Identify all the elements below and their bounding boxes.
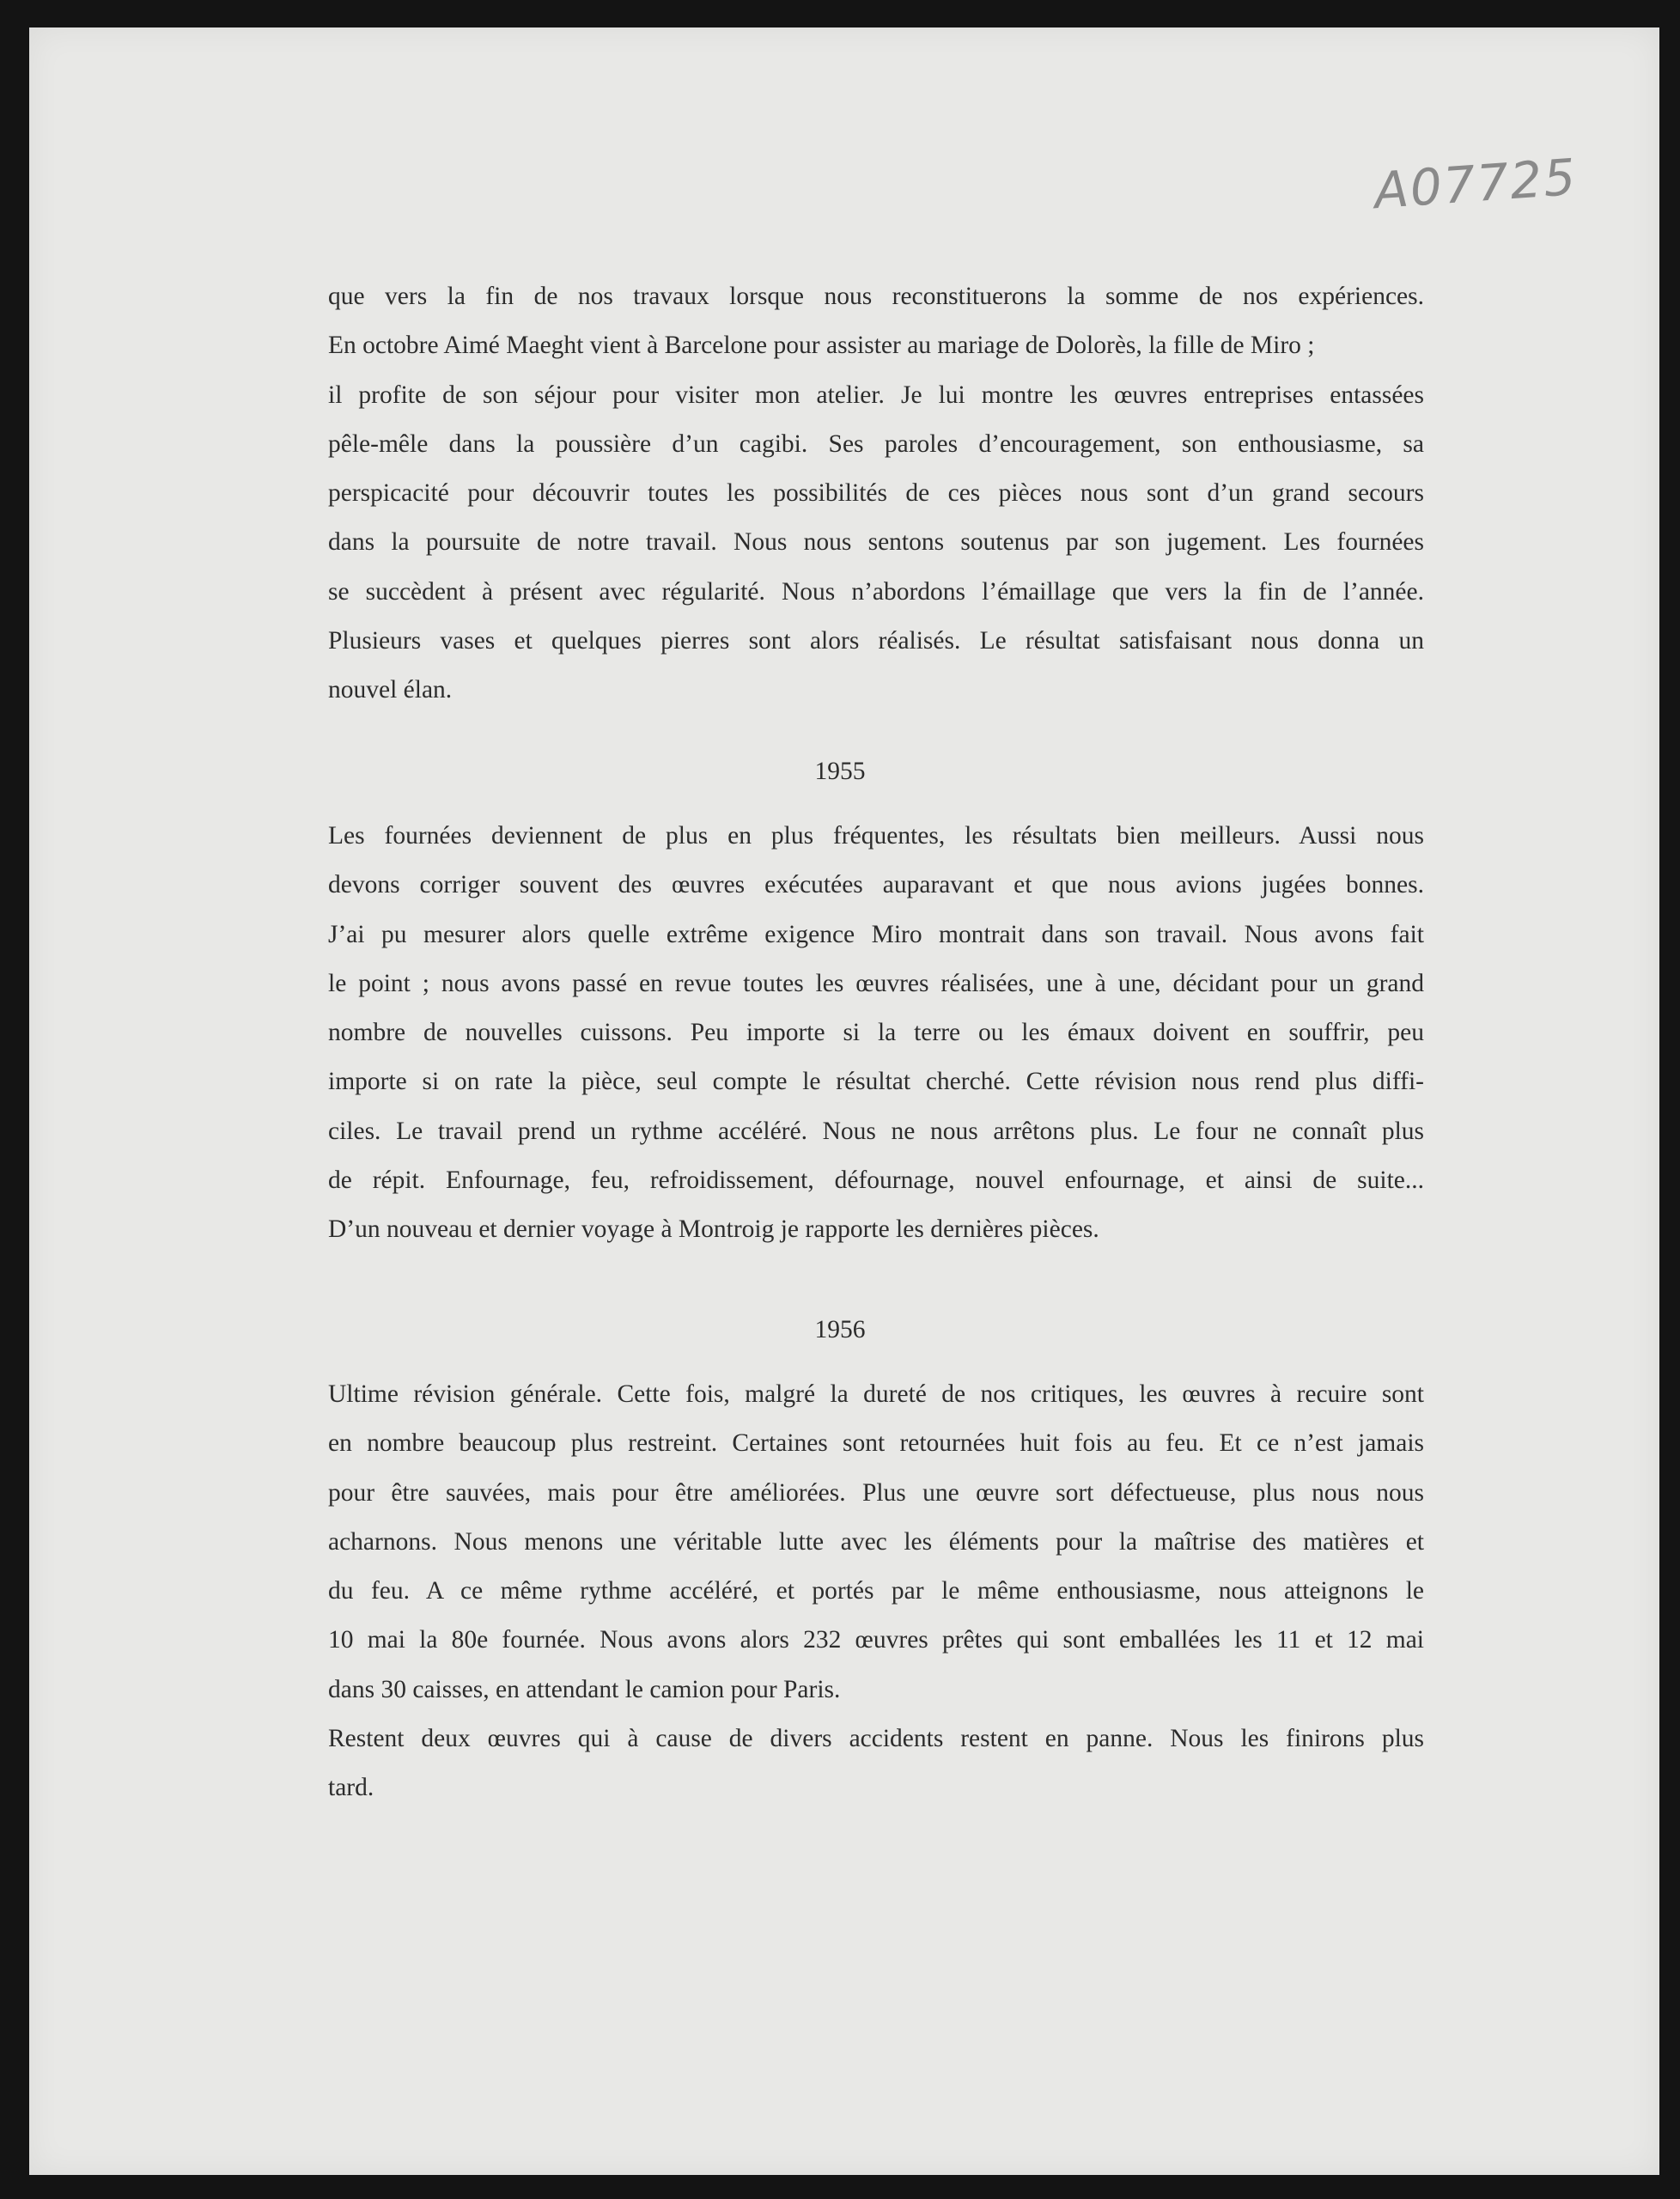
text-line: 10 mai la 80e fournée. Nous avons alors 232 œuvres prêtes qui sont emballées les 11 et 12 mai [328, 1626, 1424, 1654]
text-line: nombre de nouvelles cuissons. Peu importe si la terre ou les émaux doivent en souffrir, peu [328, 1019, 1424, 1047]
text-line: Plusieurs vases et quelques pierres sont alors réalisés. Le résultat satisfaisant nous donna un [328, 627, 1424, 655]
text-line: J’ai pu mesurer alors quelle extrême exigence Miro montrait dans son travail. Nous avons fait [328, 920, 1424, 948]
paragraph-1954 [328, 272, 1424, 716]
text-line: tard. [328, 1774, 374, 1802]
text-line: Les fournées deviennent de plus en plus fréquentes, les résultats bien meilleurs. Aussi nous [328, 822, 1424, 850]
text-line: de répit. Enfournage, feu, refroidissement, défournage, nouvel enfournage, et ainsi de suite... [328, 1167, 1424, 1195]
text-line: acharnons. Nous menons une véritable lutte avec les éléments pour la maîtrise des matières et [328, 1527, 1424, 1556]
paragraph-1955 [328, 812, 1424, 1255]
text-line: D’un nouveau et dernier voyage à Montroig je rapporte les dernières pièces. [328, 1215, 1099, 1244]
year-heading-1956: 1956 [814, 1316, 866, 1343]
text-line: devons corriger souvent des œuvres exécutées auparavant et que nous avions jugées bonnes. [328, 871, 1424, 899]
text-line: En octobre Aimé Maeght vient à Barcelone pour assister au mariage de Dolorès, la fille de Miro ; [328, 332, 1315, 360]
text-line: nouvel élan. [328, 676, 453, 704]
text-line: il profite de son séjour pour visiter mon atelier. Je lui montre les œuvres entreprises entassées [328, 381, 1424, 409]
text-line: que vers la fin de nos travaux lorsque nous reconstituerons la somme de nos expériences. [328, 283, 1424, 310]
text-line: Restent deux œuvres qui à cause de divers accidents restent en panne. Nous les finirons plus [328, 1725, 1424, 1753]
text-line: dans 30 caisses, en attendant le camion pour Paris. [328, 1675, 841, 1703]
text-line: en nombre beaucoup plus restreint. Certaines sont retournées huit fois au feu. Et ce n’est jamais [328, 1429, 1424, 1458]
text-line: ciles. Le travail prend un rythme accéléré. Nous ne nous arrêtons plus. Le four ne connaît plus [328, 1117, 1424, 1145]
text-line: pour être sauvées, mais pour être améliorées. Plus une œuvre sort défectueuse, plus nous nous [328, 1478, 1424, 1507]
handwritten-catalog-number: A07725 [1372, 147, 1580, 221]
text-line: se succèdent à présent avec régularité. Nous n’abordons l’émaillage que vers la fin de l’année. [328, 577, 1424, 606]
text-line: perspicacité pour découvrir toutes les possibilités de ces pièces nous sont d’un grand secours [328, 479, 1424, 508]
text-line: Ultime révision générale. Cette fois, malgré la dureté de nos critiques, les œuvres à recuire sont [328, 1380, 1424, 1408]
text-line: le point ; nous avons passé en revue toutes les œuvres réalisées, une à une, décidant pour un grand [328, 969, 1424, 997]
year-heading-1955: 1955 [814, 758, 866, 785]
paragraph-1956 [328, 1370, 1424, 1813]
text-line: importe si on rate la pièce, seul compte le résultat cherché. Cette révision nous rend plus diffi- [328, 1068, 1424, 1096]
text-line: du feu. A ce même rythme accéléré, et portés par le même enthousiasme, nous atteignons le [328, 1577, 1424, 1605]
text-line: pêle-mêle dans la poussière d’un cagibi. Ses paroles d’encouragement, son enthousiasme, sa [328, 429, 1424, 458]
text-line: dans la poursuite de notre travail. Nous nous sentons soutenus par son jugement. Les fournées [328, 528, 1424, 557]
